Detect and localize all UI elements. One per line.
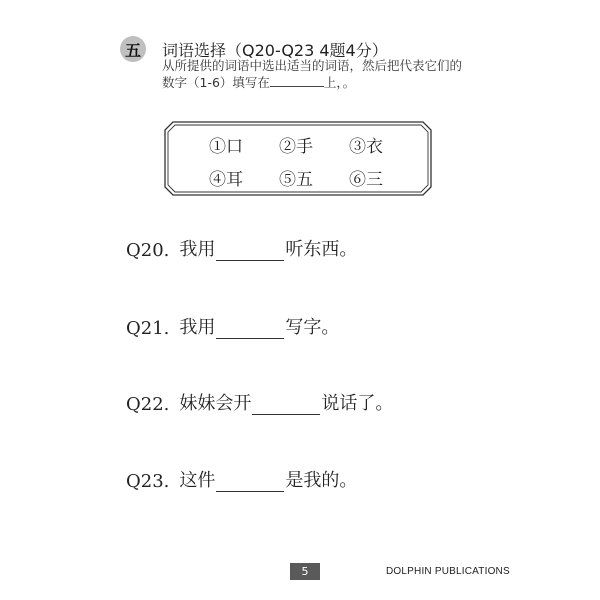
question-number: Q23. [126, 471, 170, 492]
instruction-line-2 [162, 74, 502, 91]
question-text-after: 是我的。 [285, 470, 358, 491]
question-text-after: 听东西。 [285, 239, 358, 260]
question-q23 [126, 466, 357, 492]
instruction-line-2-end: 上，。 [323, 75, 356, 90]
publisher-name: DOLPHIN PUBLICATIONS [386, 566, 510, 577]
question-text-before: 我用 [179, 317, 216, 338]
instruction-line-2-start: 数字（1-6）填写在 [162, 75, 270, 90]
question-number: Q20. [126, 240, 170, 261]
option-1: ①口 [209, 137, 243, 157]
word-choice-box [163, 120, 433, 197]
answer-blank-q22[interactable] [252, 395, 320, 415]
question-text-before: 我用 [179, 239, 216, 260]
question-q20 [126, 235, 357, 261]
question-text-before: 这件 [179, 470, 216, 491]
section-number-badge: 五 [120, 36, 146, 62]
question-q22 [126, 389, 393, 415]
option-2: ②手 [279, 137, 313, 157]
option-6: ⑥三 [349, 170, 383, 190]
question-text-after: 写字。 [285, 317, 340, 338]
instruction-blank-line [270, 76, 324, 87]
instruction-line-1: 从所提供的词语中选出适当的词语，然后把代表它们的 [162, 58, 463, 73]
answer-blank-q20[interactable] [216, 241, 284, 261]
answer-blank-q23[interactable] [216, 472, 284, 492]
page-number: 5 [290, 563, 320, 580]
option-5: ⑤五 [279, 170, 313, 190]
section-title: 词语选择（Q20-Q23 4题4分） [162, 41, 388, 60]
option-4: ④耳 [209, 170, 243, 190]
answer-blank-q21[interactable] [216, 319, 284, 339]
question-text-before: 妹妹会开 [179, 393, 252, 414]
question-number: Q22. [126, 394, 170, 415]
question-text-after: 说话了。 [321, 393, 394, 414]
word-options [209, 132, 419, 190]
option-3: ③衣 [349, 137, 383, 157]
question-q21 [126, 313, 339, 339]
question-number: Q21. [126, 318, 170, 339]
instructions [162, 57, 502, 91]
